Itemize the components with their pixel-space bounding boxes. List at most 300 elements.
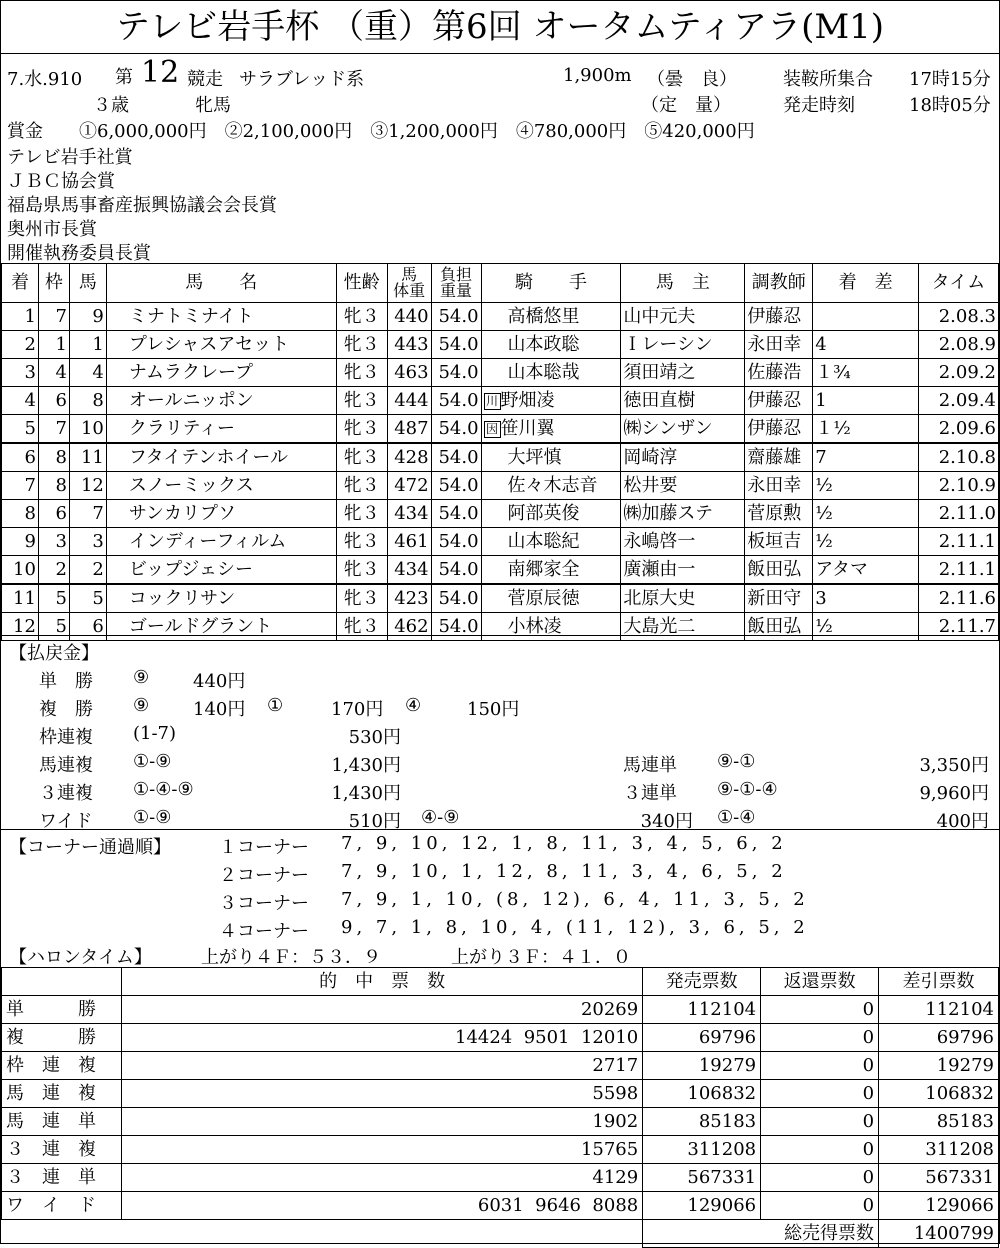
burden-weight-cell: 54.0 bbox=[431, 415, 481, 444]
trio-amount: 1,430円 bbox=[331, 783, 401, 804]
time-cell: 2.10.8 bbox=[919, 443, 999, 472]
start-label: 発走時刻 bbox=[783, 95, 855, 116]
sex-condition: 牝馬 bbox=[195, 95, 231, 116]
gate-cell: 7 bbox=[38, 415, 69, 444]
col-finish: 着 bbox=[2, 264, 39, 303]
results-header-row bbox=[2, 264, 999, 303]
col-hits: 的 中 票 数 bbox=[121, 968, 642, 996]
sold-cell: 69796 bbox=[643, 1024, 761, 1052]
horse-name-cell: ナムラクレープ bbox=[106, 359, 336, 387]
jockey-cell bbox=[481, 359, 621, 387]
vote-row bbox=[2, 1108, 999, 1136]
weight-rule: （定 量） bbox=[641, 95, 731, 116]
horse-weight-cell: 487 bbox=[387, 415, 431, 444]
place-amount: 140円 bbox=[193, 699, 246, 720]
jockey-cell bbox=[481, 528, 621, 556]
time-cell: 2.11.7 bbox=[919, 613, 999, 641]
finish-cell: 8 bbox=[2, 500, 39, 528]
last-4f: 上がり４Ｆ：５３．９ bbox=[201, 947, 381, 968]
hits-cell: 5598 bbox=[121, 1080, 642, 1108]
horse-number-cell: 7 bbox=[69, 500, 106, 528]
sold-cell: 112104 bbox=[643, 996, 761, 1024]
time-cell: 2.08.3 bbox=[919, 303, 999, 331]
gate-cell: 6 bbox=[38, 500, 69, 528]
corner-order: 9, 7, 1, 8, 10, 4, (11, 12), 3, 6, 5, 2 bbox=[341, 917, 809, 938]
gate-cell: 4 bbox=[38, 359, 69, 387]
finish-cell: 9 bbox=[2, 528, 39, 556]
jockey-name: 大坪慎 bbox=[507, 447, 562, 468]
exacta-label: 馬連単 bbox=[623, 755, 677, 776]
owner-cell: 山中元夫 bbox=[621, 303, 745, 331]
jockey-cell bbox=[481, 415, 621, 444]
win-amount: 440円 bbox=[193, 671, 246, 692]
jockey-cell bbox=[481, 472, 621, 500]
result-row bbox=[2, 528, 999, 556]
breed: サラブレッド系 bbox=[239, 69, 365, 90]
horse-number-cell: 3 bbox=[69, 528, 106, 556]
place-amount: 150円 bbox=[467, 699, 520, 720]
horse-weight-cell: 434 bbox=[387, 500, 431, 528]
gate-cell: 8 bbox=[38, 472, 69, 500]
burden-weight-cell: 54.0 bbox=[431, 584, 481, 613]
sold-cell: 129066 bbox=[643, 1192, 761, 1220]
margin-cell: １½ bbox=[813, 415, 919, 444]
owner-cell: 北原大史 bbox=[621, 584, 745, 613]
time-cell: 2.08.9 bbox=[919, 331, 999, 359]
horse-weight-cell: 461 bbox=[387, 528, 431, 556]
exacta-amount: 3,350円 bbox=[919, 755, 989, 776]
time-cell: 2.11.1 bbox=[919, 556, 999, 585]
place-amount: 170円 bbox=[331, 699, 384, 720]
jockey-name: 阿部英俊 bbox=[507, 503, 580, 524]
trio-label: ３連複 bbox=[39, 783, 93, 804]
sold-cell: 85183 bbox=[643, 1108, 761, 1136]
wide-combo: ④-⑨ bbox=[421, 807, 460, 828]
horse-weight-cell: 444 bbox=[387, 387, 431, 415]
jockey-name: 山本政聡 bbox=[507, 334, 580, 355]
margin-cell: 4 bbox=[813, 331, 919, 359]
results-body bbox=[2, 303, 999, 641]
horse-number-cell: 9 bbox=[69, 303, 106, 331]
time-cell: 2.11.6 bbox=[919, 584, 999, 613]
trainer-cell: 菅原勲 bbox=[745, 500, 813, 528]
horse-number-cell: 10 bbox=[69, 415, 106, 444]
burden-weight-cell: 54.0 bbox=[431, 303, 481, 331]
bet-type-cell: ３ 連 単 bbox=[2, 1164, 122, 1192]
vote-row bbox=[2, 1052, 999, 1080]
vote-row bbox=[2, 1164, 999, 1192]
race-suffix: 競走 bbox=[187, 69, 223, 90]
sex-age-cell: 牝３ bbox=[336, 472, 387, 500]
trio-combo: ①-④-⑨ bbox=[133, 779, 194, 800]
wide-amount: 400円 bbox=[936, 811, 989, 832]
sold-cell: 567331 bbox=[643, 1164, 761, 1192]
refund-cell: 0 bbox=[761, 1024, 879, 1052]
wide-combo: ①-④ bbox=[717, 807, 756, 828]
jockey-name: 山本聡紀 bbox=[507, 531, 580, 552]
horse-name-cell: ゴールドグラント bbox=[106, 613, 336, 641]
gate-cell: 6 bbox=[38, 387, 69, 415]
gate-cell: 1 bbox=[38, 331, 69, 359]
wide-label: ワイド bbox=[39, 811, 93, 832]
time-cell: 2.09.4 bbox=[919, 387, 999, 415]
trainer-cell: 伊藤忍 bbox=[745, 303, 813, 331]
trifecta-amount: 9,960円 bbox=[919, 783, 989, 804]
horse-weight-cell: 440 bbox=[387, 303, 431, 331]
trainer-cell: 伊藤忍 bbox=[745, 387, 813, 415]
race-prefix: 第 bbox=[115, 67, 133, 88]
gate-cell: 2 bbox=[38, 556, 69, 585]
bet-type-cell: 馬 連 単 bbox=[2, 1108, 122, 1136]
vote-row bbox=[2, 1080, 999, 1108]
horse-weight-cell: 463 bbox=[387, 359, 431, 387]
hits-cell: 1902 bbox=[121, 1108, 642, 1136]
net-cell: 129066 bbox=[879, 1192, 999, 1220]
corner-label: ３コーナー bbox=[219, 893, 309, 914]
place-label: 複 勝 bbox=[39, 699, 93, 720]
result-row bbox=[2, 472, 999, 500]
prize-money: 賞金 ①6,000,000円 ②2,100,000円 ③1,200,000円 ④780,000円 ⑤420,000円 bbox=[7, 121, 755, 142]
result-row bbox=[2, 415, 999, 444]
horse-weight-cell: 443 bbox=[387, 331, 431, 359]
wide-amount: 510円 bbox=[348, 811, 401, 832]
jockey-name: 山本聡哉 bbox=[507, 362, 580, 383]
jockey-name: 高橋悠里 bbox=[507, 306, 580, 327]
votes-header-row bbox=[2, 968, 999, 996]
horse-number-cell: 11 bbox=[69, 443, 106, 472]
time-cell: 2.11.1 bbox=[919, 528, 999, 556]
trifecta-label: ３連単 bbox=[623, 783, 677, 804]
owner-cell: 須田靖之 bbox=[621, 359, 745, 387]
net-cell: 106832 bbox=[879, 1080, 999, 1108]
votes-table bbox=[1, 967, 999, 1248]
owner-cell: 大島光二 bbox=[621, 613, 745, 641]
col-trainer: 調教師 bbox=[745, 264, 813, 303]
jockey-name: 菅原辰徳 bbox=[507, 588, 580, 609]
distance: 1,900m bbox=[563, 65, 632, 86]
track-condition: （曇 良） bbox=[647, 69, 737, 90]
sold-cell: 106832 bbox=[643, 1080, 761, 1108]
hits-cell: 6031 9646 8088 bbox=[121, 1192, 642, 1220]
assembly-label: 装鞍所集合 bbox=[783, 69, 873, 90]
trainer-cell: 永田幸 bbox=[745, 331, 813, 359]
finish-cell: 7 bbox=[2, 472, 39, 500]
trainer-cell: 板垣吉 bbox=[745, 528, 813, 556]
col-net: 差引票数 bbox=[879, 968, 999, 996]
net-cell: 19279 bbox=[879, 1052, 999, 1080]
sex-age-cell: 牝３ bbox=[336, 500, 387, 528]
margin-cell: ½ bbox=[813, 472, 919, 500]
jockey-mark: 因 bbox=[484, 421, 501, 438]
jockey-cell bbox=[481, 584, 621, 613]
sex-age-cell: 牝３ bbox=[336, 387, 387, 415]
horse-weight-cell: 423 bbox=[387, 584, 431, 613]
horse-name-cell: オールニッポン bbox=[106, 387, 336, 415]
result-row bbox=[2, 303, 999, 331]
burden-weight-cell: 54.0 bbox=[431, 528, 481, 556]
hits-cell: 4129 bbox=[121, 1164, 642, 1192]
horse-weight-cell: 472 bbox=[387, 472, 431, 500]
col-burden: 負担 重量 bbox=[431, 264, 481, 303]
result-row bbox=[2, 359, 999, 387]
col-sold: 発売票数 bbox=[643, 968, 761, 996]
jockey-cell bbox=[481, 443, 621, 472]
horse-number-cell: 4 bbox=[69, 359, 106, 387]
bet-type-cell: 単 勝 bbox=[2, 996, 122, 1024]
race-title: テレビ岩手杯 （重）第6回 オータムティアラ(M1) bbox=[1, 1, 999, 54]
corner-order: 7, 9, 10, 12, 1, 8, 11, 3, 4, 5, 6, 2 bbox=[341, 833, 787, 854]
assembly-time: 17時15分 bbox=[909, 69, 991, 90]
finish-cell: 1 bbox=[2, 303, 39, 331]
margin-cell bbox=[813, 303, 919, 331]
gate-cell: 8 bbox=[38, 443, 69, 472]
sex-age-cell: 牝３ bbox=[336, 415, 387, 444]
net-cell: 69796 bbox=[879, 1024, 999, 1052]
horse-weight-cell: 462 bbox=[387, 613, 431, 641]
trainer-cell: 新田守 bbox=[745, 584, 813, 613]
finish-cell: 3 bbox=[2, 359, 39, 387]
col-margin: 着 差 bbox=[813, 264, 919, 303]
total-value: 1400799 bbox=[879, 1220, 999, 1248]
sex-age-cell: 牝３ bbox=[336, 528, 387, 556]
col-time: タイム bbox=[919, 264, 999, 303]
col-num: 馬 bbox=[69, 264, 106, 303]
award-item: 福島県馬事畜産振興協議会会長賞 bbox=[7, 195, 277, 216]
start-time: 18時05分 bbox=[909, 95, 991, 116]
result-row bbox=[2, 556, 999, 585]
horse-name-cell: ミナトミナイト bbox=[106, 303, 336, 331]
trainer-cell: 飯田弘 bbox=[745, 613, 813, 641]
burden-weight-cell: 54.0 bbox=[431, 443, 481, 472]
result-row bbox=[2, 500, 999, 528]
jockey-cell bbox=[481, 331, 621, 359]
horse-number-cell: 5 bbox=[69, 584, 106, 613]
margin-cell: アタマ bbox=[813, 556, 919, 585]
finish-cell: 6 bbox=[2, 443, 39, 472]
bet-type-cell: ３ 連 複 bbox=[2, 1136, 122, 1164]
horse-number-cell: 6 bbox=[69, 613, 106, 641]
col-weight: 馬 体重 bbox=[387, 264, 431, 303]
award-item: テレビ岩手社賞 bbox=[7, 147, 133, 168]
col-refund: 返還票数 bbox=[761, 968, 879, 996]
trainer-cell: 伊藤忍 bbox=[745, 415, 813, 444]
quinella-amount: 1,430円 bbox=[331, 755, 401, 776]
wide-combo: ①-⑨ bbox=[133, 807, 172, 828]
horse-number-cell: 12 bbox=[69, 472, 106, 500]
jockey-cell bbox=[481, 500, 621, 528]
vote-row bbox=[2, 1192, 999, 1220]
time-cell: 2.09.2 bbox=[919, 359, 999, 387]
burden-weight-cell: 54.0 bbox=[431, 472, 481, 500]
burden-weight-cell: 54.0 bbox=[431, 359, 481, 387]
bracket-combo: (1-7) bbox=[133, 723, 177, 744]
finish-cell: 4 bbox=[2, 387, 39, 415]
horse-number-cell: 1 bbox=[69, 331, 106, 359]
place-combo: ⑨ bbox=[133, 695, 150, 716]
hits-cell: 2717 bbox=[121, 1052, 642, 1080]
hits-cell: 20269 bbox=[121, 996, 642, 1024]
burden-weight-cell: 54.0 bbox=[431, 387, 481, 415]
sex-age-cell: 牝３ bbox=[336, 331, 387, 359]
bet-type-cell: 複 勝 bbox=[2, 1024, 122, 1052]
jockey-cell bbox=[481, 387, 621, 415]
quinella-combo: ①-⑨ bbox=[133, 751, 172, 772]
result-row bbox=[2, 584, 999, 613]
col-sex-age: 性齢 bbox=[336, 264, 387, 303]
award-item: 奥州市長賞 bbox=[7, 219, 97, 240]
time-cell: 2.09.6 bbox=[919, 415, 999, 444]
age-condition: ３歳 bbox=[93, 95, 129, 116]
margin-cell: 1 bbox=[813, 387, 919, 415]
horse-weight-cell: 428 bbox=[387, 443, 431, 472]
results-table bbox=[1, 263, 999, 641]
finish-cell: 10 bbox=[2, 556, 39, 585]
award-item: ＪＢＣ協会賞 bbox=[7, 171, 115, 192]
jockey-cell bbox=[481, 613, 621, 641]
hits-cell: 15765 bbox=[121, 1136, 642, 1164]
owner-cell: 徳田直樹 bbox=[621, 387, 745, 415]
horse-name-cell: クラリティー bbox=[106, 415, 336, 444]
margin-cell: ½ bbox=[813, 500, 919, 528]
refund-cell: 0 bbox=[761, 996, 879, 1024]
sex-age-cell: 牝３ bbox=[336, 613, 387, 641]
vote-row bbox=[2, 996, 999, 1024]
quinella-label: 馬連複 bbox=[39, 755, 93, 776]
burden-weight-cell: 54.0 bbox=[431, 556, 481, 585]
finish-cell: 2 bbox=[2, 331, 39, 359]
time-cell: 2.10.9 bbox=[919, 472, 999, 500]
time-cell: 2.11.0 bbox=[919, 500, 999, 528]
trainer-cell: 齋藤雄 bbox=[745, 443, 813, 472]
burden-weight-cell: 54.0 bbox=[431, 500, 481, 528]
owner-cell: 廣瀬由一 bbox=[621, 556, 745, 585]
vote-row bbox=[2, 1024, 999, 1052]
margin-cell: ½ bbox=[813, 613, 919, 641]
horse-name-cell: コックリサン bbox=[106, 584, 336, 613]
sex-age-cell: 牝３ bbox=[336, 556, 387, 585]
gate-cell: 5 bbox=[38, 613, 69, 641]
margin-cell: ½ bbox=[813, 528, 919, 556]
place-combo: ① bbox=[267, 695, 284, 716]
horse-name-cell: インディーフィルム bbox=[106, 528, 336, 556]
horse-weight-cell: 434 bbox=[387, 556, 431, 585]
last-3f: 上がり３Ｆ：４１．０ bbox=[451, 947, 631, 968]
horse-name-cell: スノーミックス bbox=[106, 472, 336, 500]
award-item: 開催執務委員長賞 bbox=[7, 243, 151, 264]
jockey-name: 野畑凌 bbox=[500, 390, 555, 411]
trifecta-combo: ⑨-①-④ bbox=[717, 779, 778, 800]
col-horse-name: 馬 名 bbox=[106, 264, 336, 303]
corner-heading: 【コーナー通過順】 bbox=[9, 837, 171, 858]
exacta-combo: ⑨-① bbox=[717, 751, 756, 772]
total-label: 総売得票数 bbox=[643, 1220, 879, 1248]
col-gate: 枠 bbox=[38, 264, 69, 303]
horse-name-cell: プレシャスアセット bbox=[106, 331, 336, 359]
corner-order: 7, 9, 10, 1, 12, 8, 11, 3, 4, 6, 5, 2 bbox=[341, 861, 787, 882]
margin-cell: １¾ bbox=[813, 359, 919, 387]
horse-number-cell: 2 bbox=[69, 556, 106, 585]
owner-cell: 永嶋啓一 bbox=[621, 528, 745, 556]
bracket-label: 枠連複 bbox=[39, 727, 93, 748]
bet-type-cell: 枠 連 複 bbox=[2, 1052, 122, 1080]
sex-age-cell: 牝３ bbox=[336, 359, 387, 387]
corner-label: ２コーナー bbox=[219, 865, 309, 886]
jockey-cell bbox=[481, 556, 621, 585]
refund-cell: 0 bbox=[761, 1164, 879, 1192]
sold-cell: 311208 bbox=[643, 1136, 761, 1164]
owner-cell: 松井要 bbox=[621, 472, 745, 500]
horse-name-cell: サンカリプソ bbox=[106, 500, 336, 528]
result-row bbox=[2, 331, 999, 359]
refund-cell: 0 bbox=[761, 1108, 879, 1136]
finish-cell: 11 bbox=[2, 584, 39, 613]
owner-cell: ㈱シンザン bbox=[621, 415, 745, 444]
net-cell: 311208 bbox=[879, 1136, 999, 1164]
payout-heading: 【払戻金】 bbox=[9, 643, 99, 664]
sold-cell: 19279 bbox=[643, 1052, 761, 1080]
sex-age-cell: 牝３ bbox=[336, 303, 387, 331]
col-owner: 馬 主 bbox=[621, 264, 745, 303]
result-row bbox=[2, 387, 999, 415]
horse-name-cell: ビップジェシー bbox=[106, 556, 336, 585]
net-cell: 85183 bbox=[879, 1108, 999, 1136]
bracket-amount: 530円 bbox=[348, 727, 401, 748]
date-code: 7.水.910 bbox=[7, 69, 83, 90]
owner-cell: 岡崎淳 bbox=[621, 443, 745, 472]
win-label: 単 勝 bbox=[39, 671, 93, 692]
jockey-mark: 川 bbox=[484, 393, 501, 410]
finish-cell: 5 bbox=[2, 415, 39, 444]
burden-weight-cell: 54.0 bbox=[431, 331, 481, 359]
trainer-cell: 佐藤浩 bbox=[745, 359, 813, 387]
gate-cell: 7 bbox=[38, 303, 69, 331]
refund-cell: 0 bbox=[761, 1080, 879, 1108]
jockey-name: 南郷家全 bbox=[507, 559, 580, 580]
horse-number-cell: 8 bbox=[69, 387, 106, 415]
sex-age-cell: 牝３ bbox=[336, 443, 387, 472]
result-row bbox=[2, 613, 999, 641]
race-number: 12 bbox=[141, 55, 180, 90]
wide-amount: 340円 bbox=[640, 811, 693, 832]
hits-cell: 14424 9501 12010 bbox=[121, 1024, 642, 1052]
col-jockey: 騎 手 bbox=[481, 264, 621, 303]
furlong-heading: 【ハロンタイム】 bbox=[9, 947, 152, 968]
horse-name-cell: フタイテンホイール bbox=[106, 443, 336, 472]
owner-cell: Ｉレーシン bbox=[621, 331, 745, 359]
jockey-cell bbox=[481, 303, 621, 331]
trainer-cell: 飯田弘 bbox=[745, 556, 813, 585]
corner-order: 7, 9, 1, 10, (8, 12), 6, 4, 11, 3, 5, 2 bbox=[341, 889, 809, 910]
win-combo: ⑨ bbox=[133, 667, 150, 688]
refund-cell: 0 bbox=[761, 1192, 879, 1220]
sex-age-cell: 牝３ bbox=[336, 584, 387, 613]
vote-row bbox=[2, 1136, 999, 1164]
finish-cell: 12 bbox=[2, 613, 39, 641]
total-row bbox=[2, 1220, 999, 1248]
refund-cell: 0 bbox=[761, 1052, 879, 1080]
jockey-name: 小林凌 bbox=[507, 616, 562, 637]
burden-weight-cell: 54.0 bbox=[431, 613, 481, 641]
jockey-name: 佐々木志音 bbox=[507, 475, 598, 496]
bet-type-cell: 馬 連 複 bbox=[2, 1080, 122, 1108]
margin-cell: 3 bbox=[813, 584, 919, 613]
gate-cell: 5 bbox=[38, 584, 69, 613]
result-row bbox=[2, 443, 999, 472]
refund-cell: 0 bbox=[761, 1136, 879, 1164]
net-cell: 112104 bbox=[879, 996, 999, 1024]
bet-type-cell: ワ イ ド bbox=[2, 1192, 122, 1220]
corner-label: １コーナー bbox=[219, 837, 309, 858]
